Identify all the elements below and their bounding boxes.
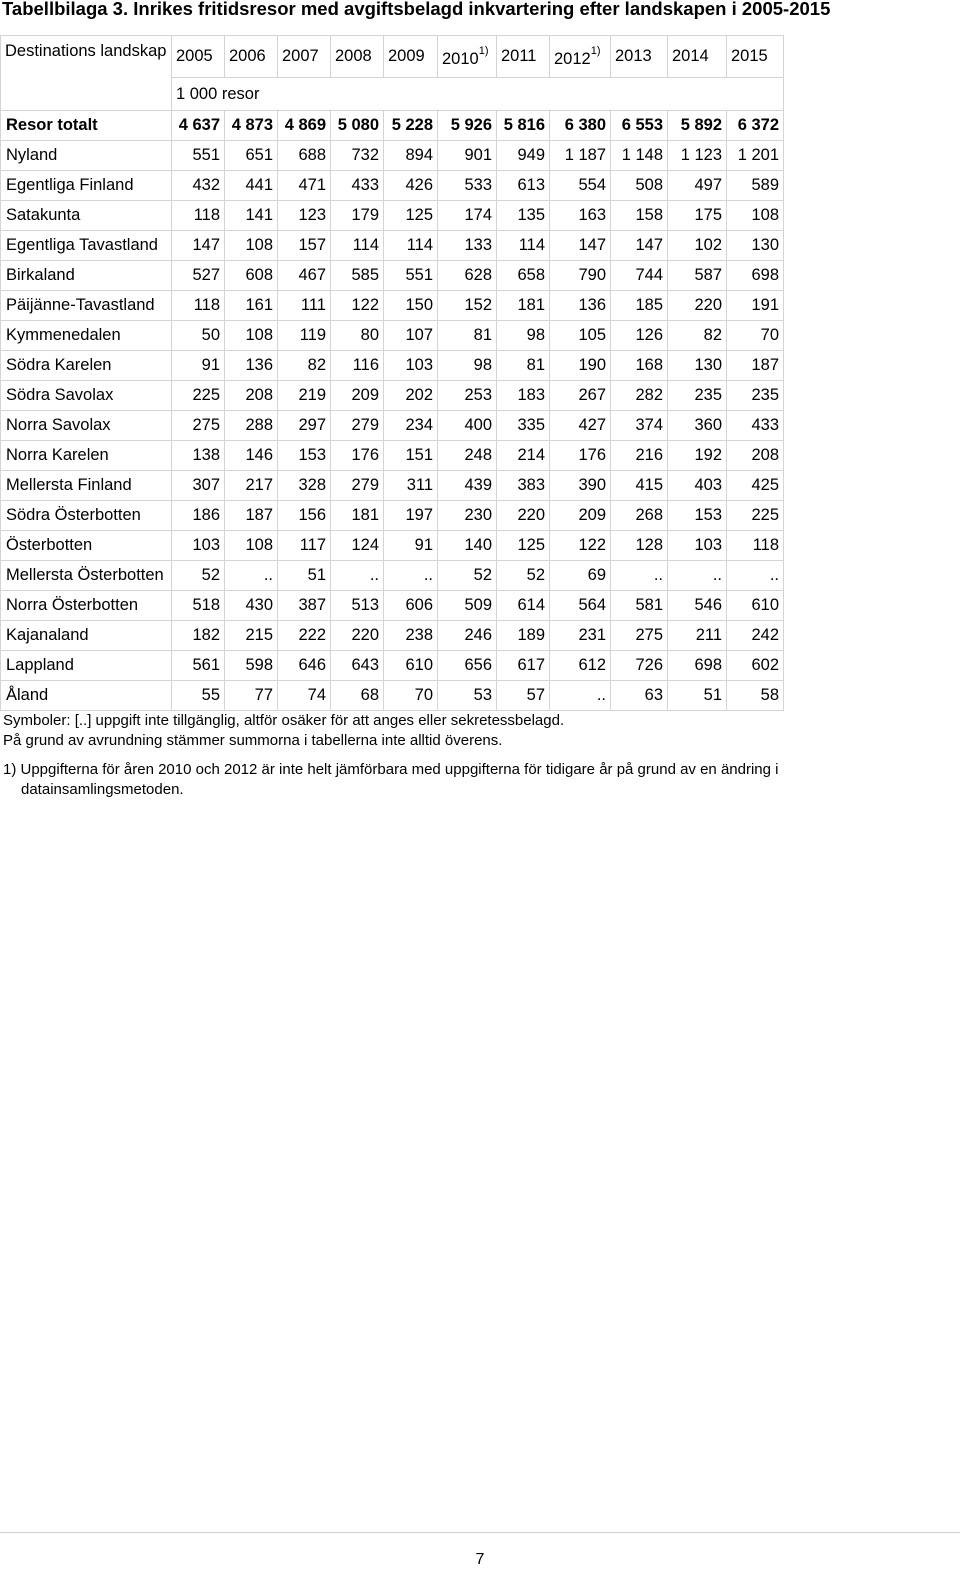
table-row (1, 471, 784, 501)
table-row-total (1, 111, 784, 141)
value-cell: 307 (172, 471, 225, 501)
value-cell: 513 (331, 591, 384, 621)
value-cell: 80 (331, 321, 384, 351)
value-cell: 6 372 (727, 111, 784, 141)
value-cell: 68 (331, 681, 384, 711)
value-cell: 415 (611, 471, 668, 501)
value-cell: 156 (278, 501, 331, 531)
value-cell: 551 (384, 261, 438, 291)
value-cell: 108 (225, 231, 278, 261)
value-cell: 5 228 (384, 111, 438, 141)
value-cell: 242 (727, 621, 784, 651)
value-cell: 267 (550, 381, 611, 411)
value-cell: 225 (172, 381, 225, 411)
value-cell: 185 (611, 291, 668, 321)
value-cell: 153 (278, 441, 331, 471)
value-cell: 116 (331, 351, 384, 381)
value-cell: 5 892 (668, 111, 727, 141)
value-cell: 133 (438, 231, 497, 261)
year-label: 2012 (554, 50, 591, 68)
year-label: 2008 (335, 47, 372, 65)
value-cell: 360 (668, 411, 727, 441)
value-cell: 138 (172, 441, 225, 471)
region-label: Mellersta Österbotten (1, 561, 172, 591)
year-label: 2006 (229, 47, 266, 65)
value-cell: 98 (497, 321, 550, 351)
value-cell: 82 (668, 321, 727, 351)
value-cell: 153 (668, 501, 727, 531)
year-header (225, 36, 278, 78)
value-cell: 643 (331, 651, 384, 681)
value-cell: 508 (611, 171, 668, 201)
value-cell: 698 (668, 651, 727, 681)
page-number: 7 (475, 1551, 485, 1568)
value-cell: 58 (727, 681, 784, 711)
value-cell: 190 (550, 351, 611, 381)
value-cell: 53 (438, 681, 497, 711)
value-cell: 105 (550, 321, 611, 351)
value-cell: 471 (278, 171, 331, 201)
value-cell: 467 (278, 261, 331, 291)
value-cell: 183 (497, 381, 550, 411)
value-cell: 147 (550, 231, 611, 261)
year-label: 2013 (615, 47, 652, 65)
value-cell: 140 (438, 531, 497, 561)
region-label: Norra Österbotten (1, 591, 172, 621)
value-cell: 425 (727, 471, 784, 501)
corner-label: Destinations landskap (1, 36, 172, 111)
value-cell: 208 (225, 381, 278, 411)
region-label: Päijänne-Tavastland (1, 291, 172, 321)
table-row (1, 171, 784, 201)
value-cell: 5 816 (497, 111, 550, 141)
region-label: Satakunta (1, 201, 172, 231)
year-label: 2014 (672, 47, 709, 65)
value-cell: 1 187 (550, 141, 611, 171)
table-row (1, 201, 784, 231)
value-cell: 135 (497, 201, 550, 231)
value-cell: 328 (278, 471, 331, 501)
value-cell: 268 (611, 501, 668, 531)
value-cell: 81 (438, 321, 497, 351)
value-cell: 335 (497, 411, 550, 441)
value-cell: 98 (438, 351, 497, 381)
year-label: 2009 (388, 47, 425, 65)
value-cell: 123 (278, 201, 331, 231)
value-cell: 387 (278, 591, 331, 621)
value-cell: 646 (278, 651, 331, 681)
value-cell: 103 (668, 531, 727, 561)
value-cell: 439 (438, 471, 497, 501)
value-cell: 610 (384, 651, 438, 681)
page-divider (0, 1532, 960, 1533)
value-cell: 433 (331, 171, 384, 201)
table-row (1, 441, 784, 471)
value-cell: 617 (497, 651, 550, 681)
year-header (384, 36, 438, 78)
value-cell: 217 (225, 471, 278, 501)
table-row (1, 351, 784, 381)
value-cell: 125 (497, 531, 550, 561)
value-cell: 610 (727, 591, 784, 621)
value-cell: 598 (225, 651, 278, 681)
value-cell: 602 (727, 651, 784, 681)
year-header (668, 36, 727, 78)
value-cell: 608 (225, 261, 278, 291)
value-cell: .. (384, 561, 438, 591)
value-cell: 147 (172, 231, 225, 261)
value-cell: 146 (225, 441, 278, 471)
table-row (1, 501, 784, 531)
statistics-table (0, 35, 784, 711)
value-cell: 231 (550, 621, 611, 651)
table-row (1, 561, 784, 591)
value-cell: 151 (384, 441, 438, 471)
value-cell: 130 (727, 231, 784, 261)
year-header (727, 36, 784, 78)
value-cell: .. (668, 561, 727, 591)
value-cell: 128 (611, 531, 668, 561)
value-cell: 658 (497, 261, 550, 291)
value-cell: 726 (611, 651, 668, 681)
value-cell: 220 (331, 621, 384, 651)
value-cell: 225 (727, 501, 784, 531)
value-cell: 122 (550, 531, 611, 561)
value-cell: 614 (497, 591, 550, 621)
table-row (1, 681, 784, 711)
year-label: 2007 (282, 47, 319, 65)
value-cell: .. (331, 561, 384, 591)
value-cell: 111 (278, 291, 331, 321)
value-cell: 102 (668, 231, 727, 261)
value-cell: 52 (438, 561, 497, 591)
value-cell: 161 (225, 291, 278, 321)
value-cell: 6 380 (550, 111, 611, 141)
page-title: Tabellbilaga 3. Inrikes fritidsresor med avgiftsbelagd inkvartering efter landskapen i 2005-2015 (2, 0, 831, 19)
year-label: 2005 (176, 47, 213, 65)
value-cell: 114 (384, 231, 438, 261)
note-rounding: På grund av avrundning stämmer summorna i tabellerna inte alltid överens. (3, 732, 503, 749)
value-cell: 220 (668, 291, 727, 321)
value-cell: 91 (172, 351, 225, 381)
value-cell: 4 873 (225, 111, 278, 141)
region-label: Egentliga Finland (1, 171, 172, 201)
value-cell: 949 (497, 141, 550, 171)
value-cell: 628 (438, 261, 497, 291)
value-cell: 606 (384, 591, 438, 621)
table-row (1, 531, 784, 561)
value-cell: 374 (611, 411, 668, 441)
value-cell: 235 (668, 381, 727, 411)
value-cell: 6 553 (611, 111, 668, 141)
value-cell: 174 (438, 201, 497, 231)
value-cell: 497 (668, 171, 727, 201)
value-cell: 50 (172, 321, 225, 351)
value-cell: 118 (172, 201, 225, 231)
value-cell: 554 (550, 171, 611, 201)
value-cell: 546 (668, 591, 727, 621)
value-cell: .. (225, 561, 278, 591)
value-cell: 383 (497, 471, 550, 501)
value-cell: 253 (438, 381, 497, 411)
region-label: Kajanaland (1, 621, 172, 651)
year-header (278, 36, 331, 78)
region-label: Kymmenedalen (1, 321, 172, 351)
value-cell: 52 (172, 561, 225, 591)
value-cell: 527 (172, 261, 225, 291)
value-cell: 238 (384, 621, 438, 651)
region-label: Lappland (1, 651, 172, 681)
value-cell: 182 (172, 621, 225, 651)
value-cell: 426 (384, 171, 438, 201)
value-cell: 150 (384, 291, 438, 321)
table-row (1, 411, 784, 441)
value-cell: 248 (438, 441, 497, 471)
value-cell: 894 (384, 141, 438, 171)
value-cell: 215 (225, 621, 278, 651)
value-cell: 651 (225, 141, 278, 171)
value-cell: 211 (668, 621, 727, 651)
value-cell: 202 (384, 381, 438, 411)
value-cell: 235 (727, 381, 784, 411)
value-cell: 82 (278, 351, 331, 381)
table-row (1, 141, 784, 171)
value-cell: 441 (225, 171, 278, 201)
year-header (331, 36, 384, 78)
value-cell: 209 (550, 501, 611, 531)
value-cell: 186 (172, 501, 225, 531)
table-row (1, 651, 784, 681)
value-cell: 141 (225, 201, 278, 231)
table-row (1, 381, 784, 411)
value-cell: 192 (668, 441, 727, 471)
value-cell: 70 (727, 321, 784, 351)
table-row (1, 291, 784, 321)
value-cell: 176 (550, 441, 611, 471)
value-cell: 125 (384, 201, 438, 231)
year-header (497, 36, 550, 78)
value-cell: 518 (172, 591, 225, 621)
value-cell: 790 (550, 261, 611, 291)
value-cell: 390 (550, 471, 611, 501)
region-label: Norra Savolax (1, 411, 172, 441)
footnote-line-2: datainsamlingsmetoden. (21, 781, 184, 798)
value-cell: 70 (384, 681, 438, 711)
value-cell: 214 (497, 441, 550, 471)
value-cell: 297 (278, 411, 331, 441)
value-cell: 234 (384, 411, 438, 441)
table-row (1, 591, 784, 621)
value-cell: 57 (497, 681, 550, 711)
value-cell: 427 (550, 411, 611, 441)
table-row (1, 231, 784, 261)
value-cell: 246 (438, 621, 497, 651)
value-cell: 187 (225, 501, 278, 531)
value-cell: 209 (331, 381, 384, 411)
region-label: Södra Österbotten (1, 501, 172, 531)
value-cell: 63 (611, 681, 668, 711)
value-cell: 744 (611, 261, 668, 291)
value-cell: 103 (384, 351, 438, 381)
value-cell: 901 (438, 141, 497, 171)
value-cell: 288 (225, 411, 278, 441)
value-cell: 176 (331, 441, 384, 471)
value-cell: 219 (278, 381, 331, 411)
value-cell: 613 (497, 171, 550, 201)
value-cell: 230 (438, 501, 497, 531)
value-cell: 108 (727, 201, 784, 231)
value-cell: 114 (497, 231, 550, 261)
value-cell: 130 (668, 351, 727, 381)
value-cell: 81 (497, 351, 550, 381)
value-cell: 91 (384, 531, 438, 561)
value-cell: 208 (727, 441, 784, 471)
value-cell: 4 869 (278, 111, 331, 141)
table-row (1, 621, 784, 651)
value-cell: 51 (278, 561, 331, 591)
year-header (550, 36, 611, 78)
value-cell: 216 (611, 441, 668, 471)
value-cell: 77 (225, 681, 278, 711)
value-cell: 108 (225, 531, 278, 561)
value-cell: 698 (727, 261, 784, 291)
value-cell: 191 (727, 291, 784, 321)
value-cell: 114 (331, 231, 384, 261)
value-cell: 220 (497, 501, 550, 531)
value-cell: 52 (497, 561, 550, 591)
value-cell: 282 (611, 381, 668, 411)
value-cell: 222 (278, 621, 331, 651)
value-cell: 147 (611, 231, 668, 261)
year-label: 2015 (731, 47, 768, 65)
value-cell: 51 (668, 681, 727, 711)
value-cell: 311 (384, 471, 438, 501)
value-cell: 118 (727, 531, 784, 561)
unit-label: 1 000 resor (172, 78, 784, 111)
value-cell: 275 (611, 621, 668, 651)
value-cell: 509 (438, 591, 497, 621)
value-cell: 74 (278, 681, 331, 711)
region-label: Egentliga Tavastland (1, 231, 172, 261)
region-label: Resor totalt (1, 111, 172, 141)
value-cell: 136 (550, 291, 611, 321)
header-row-years (1, 36, 784, 78)
year-label: 2011 (501, 47, 537, 65)
note-symbols: Symboler: [..] uppgift inte tillgänglig, altför osäker för att anges eller sekretessbelagd. (3, 712, 565, 729)
value-cell: 168 (611, 351, 668, 381)
region-label: Norra Karelen (1, 441, 172, 471)
footnote-marker: 1) (478, 45, 489, 57)
value-cell: 187 (727, 351, 784, 381)
region-label: Nyland (1, 141, 172, 171)
value-cell: 585 (331, 261, 384, 291)
value-cell: 55 (172, 681, 225, 711)
value-cell: 581 (611, 591, 668, 621)
year-header (438, 36, 497, 78)
value-cell: 587 (668, 261, 727, 291)
value-cell: 163 (550, 201, 611, 231)
value-cell: 279 (331, 471, 384, 501)
value-cell: 589 (727, 171, 784, 201)
value-cell: 4 637 (172, 111, 225, 141)
region-label: Åland (1, 681, 172, 711)
year-label: 2010 (442, 50, 479, 68)
region-label: Mellersta Finland (1, 471, 172, 501)
value-cell: 430 (225, 591, 278, 621)
value-cell: 5 080 (331, 111, 384, 141)
value-cell: 1 123 (668, 141, 727, 171)
value-cell: 119 (278, 321, 331, 351)
value-cell: 136 (225, 351, 278, 381)
year-header (172, 36, 225, 78)
value-cell: 561 (172, 651, 225, 681)
region-label: Södra Karelen (1, 351, 172, 381)
table-row (1, 261, 784, 291)
value-cell: 432 (172, 171, 225, 201)
value-cell: .. (611, 561, 668, 591)
value-cell: 564 (550, 591, 611, 621)
value-cell: 181 (497, 291, 550, 321)
region-label: Österbotten (1, 531, 172, 561)
value-cell: 275 (172, 411, 225, 441)
value-cell: 1 148 (611, 141, 668, 171)
value-cell: 403 (668, 471, 727, 501)
value-cell: 189 (497, 621, 550, 651)
table-row (1, 321, 784, 351)
value-cell: 1 201 (727, 141, 784, 171)
value-cell: 400 (438, 411, 497, 441)
year-header (611, 36, 668, 78)
value-cell: 732 (331, 141, 384, 171)
value-cell: 122 (331, 291, 384, 321)
value-cell: 175 (668, 201, 727, 231)
value-cell: 157 (278, 231, 331, 261)
value-cell: 181 (331, 501, 384, 531)
value-cell: 117 (278, 531, 331, 561)
value-cell: 126 (611, 321, 668, 351)
table-body (1, 36, 784, 711)
footnote-line-1: 1) Uppgifterna för åren 2010 och 2012 är inte helt jämförbara med uppgifterna för tidigare år på grund av en ändring i (3, 761, 779, 778)
value-cell: 688 (278, 141, 331, 171)
value-cell: 107 (384, 321, 438, 351)
footnote-marker: 1) (590, 45, 601, 57)
value-cell: 108 (225, 321, 278, 351)
value-cell: 103 (172, 531, 225, 561)
value-cell: 197 (384, 501, 438, 531)
value-cell: 124 (331, 531, 384, 561)
value-cell: 433 (727, 411, 784, 441)
value-cell: 656 (438, 651, 497, 681)
value-cell: 69 (550, 561, 611, 591)
region-label: Birkaland (1, 261, 172, 291)
value-cell: 152 (438, 291, 497, 321)
value-cell: 533 (438, 171, 497, 201)
value-cell: 279 (331, 411, 384, 441)
region-label: Södra Savolax (1, 381, 172, 411)
value-cell: 5 926 (438, 111, 497, 141)
value-cell: .. (550, 681, 611, 711)
value-cell: .. (727, 561, 784, 591)
value-cell: 118 (172, 291, 225, 321)
value-cell: 158 (611, 201, 668, 231)
value-cell: 179 (331, 201, 384, 231)
value-cell: 612 (550, 651, 611, 681)
value-cell: 551 (172, 141, 225, 171)
